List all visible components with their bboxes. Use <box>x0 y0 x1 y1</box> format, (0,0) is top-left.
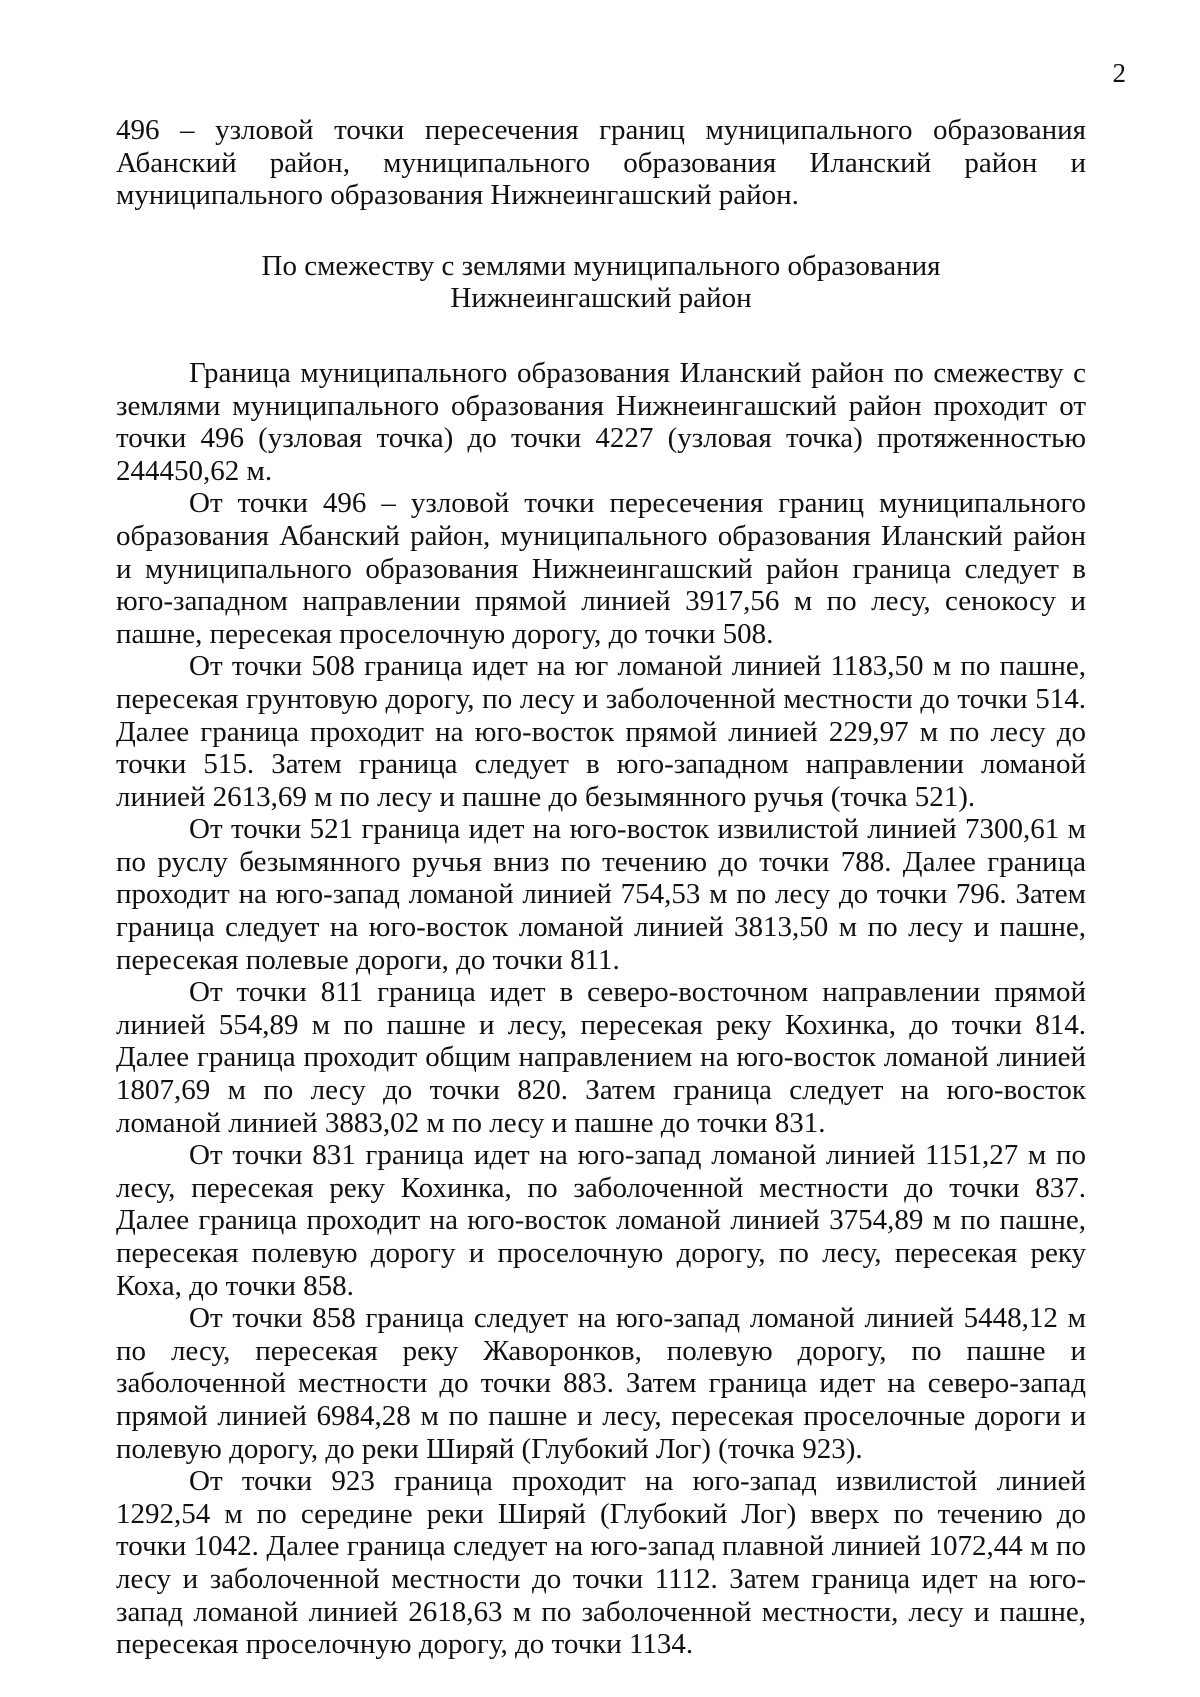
intro-paragraph: 496 – узловой точки пересечения границ муниципального образования Абанский район, муниципального образования Иланский район и муниципального образования Нижнеингашский район. <box>116 114 1086 212</box>
paragraph-6: От точки 831 граница идет на юго-запад ломаной линией 1151,27 м по лесу, пересекая реку Кохинка, по заболоченной местности до точки 837. Далее граница проходит на юго-восток ломаной линией 3754,89 м по пашне, пересекая полевую дорогу и проселочную дорогу, по лесу, пересекая реку Коха, до точки 858. <box>116 1139 1086 1302</box>
paragraph-4: От точки 521 граница идет на юго-восток извилистой линией 7300,61 м по руслу безымянного ручья вниз по течению до точки 788. Далее граница проходит на юго-запад ломаной линией 754,53 м по лесу до точки 796. Затем граница следует на юго-восток ломаной линией 3813,50 м по лесу и пашне, пересекая полевые дороги, до точки 811. <box>116 813 1086 976</box>
paragraph-5: От точки 811 граница идет в северо-восточном направлении прямой линией 554,89 м по пашне и лесу, пересекая реку Кохинка, до точки 814. Далее граница проходит общим направлением на юго-восток ломаной линией 1807,69 м по лесу до точки 820. Затем граница следует на юго-восток ломаной линией 3883,02 м по лесу и пашне до точки 831. <box>116 976 1086 1139</box>
paragraph-7: От точки 858 граница следует на юго-запад ломаной линией 5448,12 м по лесу, пересекая реку Жаворонков, полевую дорогу, по пашне и заболоченной местности до точки 883. Затем граница идет на северо-запад прямой линией 6984,28 м по пашне и лесу, пересекая проселочные дороги и полевую дорогу, до реки Ширяй (Глубокий Лог) (точка 923). <box>116 1302 1086 1465</box>
paragraph-2: От точки 496 – узловой точки пересечения границ муниципального образования Абанский район, муниципального образования Иланский район и муниципального образования Нижнеингашский район граница следует в юго-западном направлении прямой линией 3917,56 м по лесу, сенокосу и пашне, пересекая проселочную дорогу, до точки 508. <box>116 487 1086 650</box>
section-heading <box>116 250 1086 315</box>
page-number: 2 <box>1112 58 1126 88</box>
paragraph-1: Граница муниципального образования Иланский район по смежеству с землями муниципального образования Нижнеингашский район проходит от точки 496 (узловая точка) до точки 4227 (узловая точка) протяженностью 244450,62 м. <box>116 356 1086 487</box>
section-heading-line-2: Нижнеингашский район <box>450 282 752 315</box>
paragraph-3: От точки 508 граница идет на юг ломаной линией 1183,50 м по пашне, пересекая грунтовую дорогу, по лесу и заболоченной местности до точки 514. Далее граница проходит на юго-восток прямой линией 229,97 м по лесу до точки 515. Затем граница следует в юго-западном направлении ломаной линией 2613,69 м по лесу и пашне до безымянного ручья (точка 521). <box>116 650 1086 813</box>
paragraph-8: От точки 923 граница проходит на юго-запад извилистой линией 1292,54 м по середине реки Ширяй (Глубокий Лог) вверх по течению до точки 1042. Далее граница следует на юго-запад плавной линией 1072,44 м по лесу и заболоченной местности до точки 1112. Затем граница идет на юго-запад ломаной линией 2618,63 м по заболоченной местности, лесу и пашне, пересекая проселочную дорогу, до точки 1134. <box>116 1465 1086 1661</box>
section-heading-line-1: По смежеству с землями муниципального образования <box>261 249 941 282</box>
document-body <box>116 114 1086 1661</box>
